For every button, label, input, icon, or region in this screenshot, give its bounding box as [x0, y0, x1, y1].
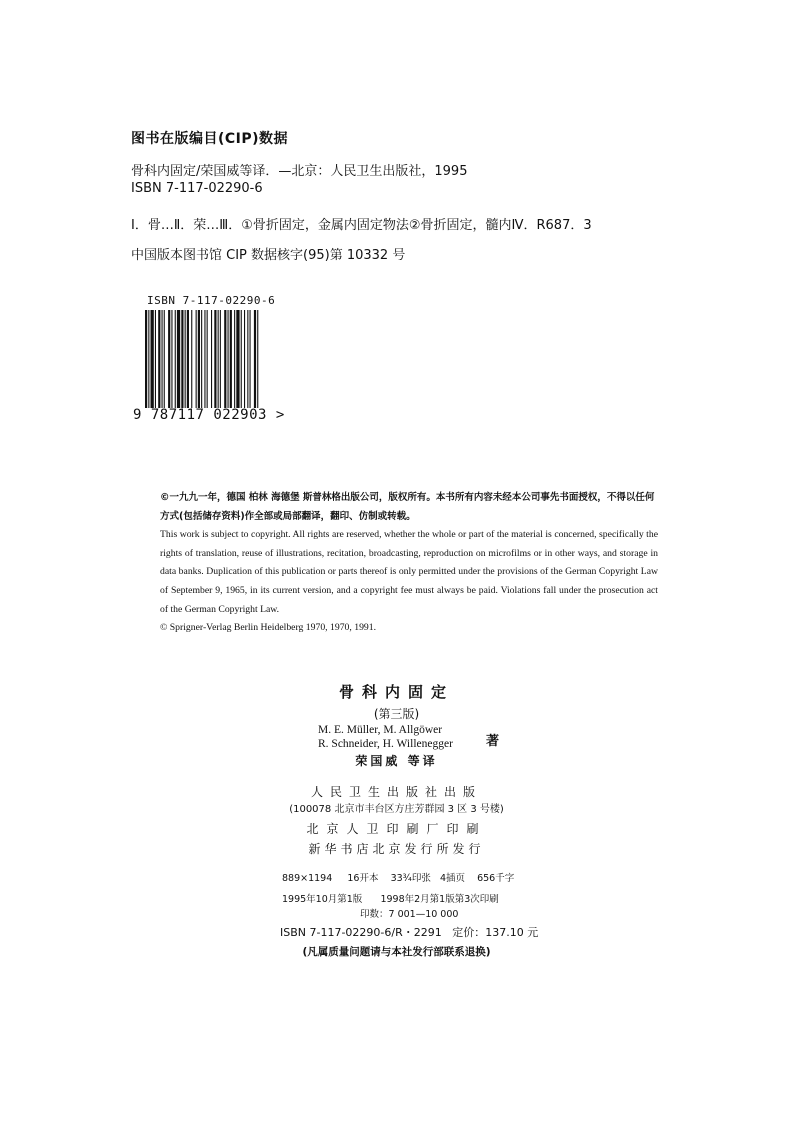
- author-role: 著: [486, 734, 500, 749]
- spec-printing: 1998年2月第1版第3次印刷: [380, 894, 499, 905]
- barcode-bar: [185, 310, 186, 408]
- barcode-bar: [187, 310, 189, 408]
- cip-isbn: ISBN 7-117-02290-6: [131, 181, 263, 196]
- book-authors: [318, 723, 453, 751]
- spec-format-line: [282, 870, 514, 884]
- authors-line-2: R. Schneider, H. Willenegger: [318, 738, 453, 750]
- barcode-isbn-label: ISBN 7-117-02290-6: [147, 294, 276, 307]
- barcode-bar: [250, 310, 251, 408]
- barcode-bar: [228, 310, 229, 408]
- barcode-bar: [175, 310, 176, 408]
- cip-title: 图书在版编目(CIP)数据: [131, 131, 289, 147]
- cip-classification: Ⅰ．骨…Ⅱ．荣…Ⅲ．①骨折固定，金属内固定物法②骨折固定，髓内Ⅳ．R687．3: [131, 218, 592, 233]
- barcode-bar: [168, 310, 170, 408]
- spec-words: 656千字: [477, 873, 515, 884]
- barcode-bar: [158, 310, 160, 408]
- imprint-address: (100078 北京市丰台区方庄芳群园 3 区 3 号楼): [289, 804, 504, 815]
- barcode-bar: [220, 310, 221, 408]
- barcode-bar: [207, 310, 208, 408]
- spec-print-run: 印数：7 001—10 000: [360, 909, 459, 920]
- barcode-bar: [218, 310, 219, 408]
- barcode-bar: [145, 310, 147, 408]
- quality-notice: (凡属质量问题请与本社发行部联系退换): [302, 946, 491, 958]
- barcode-bar: [244, 310, 245, 408]
- copyright-block: [160, 489, 658, 638]
- barcode-bar: [214, 310, 216, 408]
- barcode-bar: [230, 310, 232, 408]
- cip-catalog-number: 中国版本图书馆 CIP 数据核字(95)第 10332 号: [131, 248, 406, 263]
- book-edition: (第三版): [373, 707, 420, 721]
- imprint-publisher: 人民卫生出版社出版: [310, 785, 482, 799]
- spec-size: 16开本: [347, 873, 379, 884]
- barcode-bar: [236, 310, 239, 408]
- barcode-bar: [171, 310, 172, 408]
- barcode-bar: [196, 310, 197, 408]
- barcode-bar: [162, 310, 163, 408]
- spec-edition-line: [282, 891, 499, 905]
- authors-line-1: M. E. Müller, M. Allgöwer: [318, 724, 443, 736]
- barcode-bar: [234, 310, 235, 408]
- barcode-bar: [241, 310, 242, 408]
- book-title: 骨科内固定: [338, 683, 454, 701]
- barcode-bar: [201, 310, 202, 408]
- copyright-publisher: © Sprigner-Verlag Berlin Heidelberg 1970, 1970, 1991.: [160, 622, 377, 634]
- barcode-digits: 9 787117 022903 >: [133, 407, 285, 423]
- imprint-printer: 北京人卫印刷厂印刷: [306, 822, 487, 836]
- price-value: 定价：137.10 元: [452, 926, 539, 939]
- spec-sheets: 33¾印张: [390, 873, 431, 884]
- copyright-notice-cn: ©一九九一年，德国 柏林 海德堡 斯普林格出版公司，版权所有。本书所有内容未经本公司事先书面授权，不得以任何方式(包括储存资料)作全部或局部翻译，翻印、仿制或转载。: [160, 492, 655, 522]
- spec-format: 889×1194: [282, 873, 333, 884]
- cip-bibliographic-line: 骨科内固定/荣国威等译．—北京：人民卫生出版社，1995: [131, 164, 468, 179]
- barcode-bar: [254, 310, 256, 408]
- barcode-bar: [177, 310, 180, 408]
- spec-first-edition: 1995年10月第1版: [282, 894, 363, 905]
- barcode-bars: [145, 310, 271, 410]
- copyright-notice-en: This work is subject to copyright. All rights are reserved, whether the whole or part of the material is concerned, specifically the rights of translation, reuse of illustrations, recitation, broadcasting, reproduction on microfilms or in other ways, and storage in data banks. Duplication of this publication or parts thereof is only permitted under the provisions of the German Copyright Law of September 9, 1965, in its current version, and a copyright fee must always be paid. Violations fall under the prosecution act of the German Copyright Law.: [160, 529, 658, 615]
- barcode-bar: [198, 310, 200, 408]
- barcode-bar: [148, 310, 149, 408]
- barcode-bar: [257, 310, 258, 408]
- barcode-bar: [181, 310, 183, 408]
- barcode-bar: [151, 310, 154, 408]
- barcode-bar: [247, 310, 248, 408]
- isbn-price-line: [280, 924, 538, 940]
- barcode-bar: [211, 310, 212, 408]
- barcode-bar: [191, 310, 192, 408]
- price-isbn: ISBN 7-117-02290-6/R・2291: [280, 926, 442, 939]
- barcode-bar: [224, 310, 226, 408]
- spec-plates: 4插页: [439, 873, 465, 884]
- barcode-bar: [164, 310, 165, 408]
- imprint-distributor: 新华书店北京发行所发行: [308, 842, 485, 856]
- barcode-bar: [155, 310, 156, 408]
- barcode-bar: [204, 310, 205, 408]
- book-translators: 荣国威 等译: [355, 754, 438, 768]
